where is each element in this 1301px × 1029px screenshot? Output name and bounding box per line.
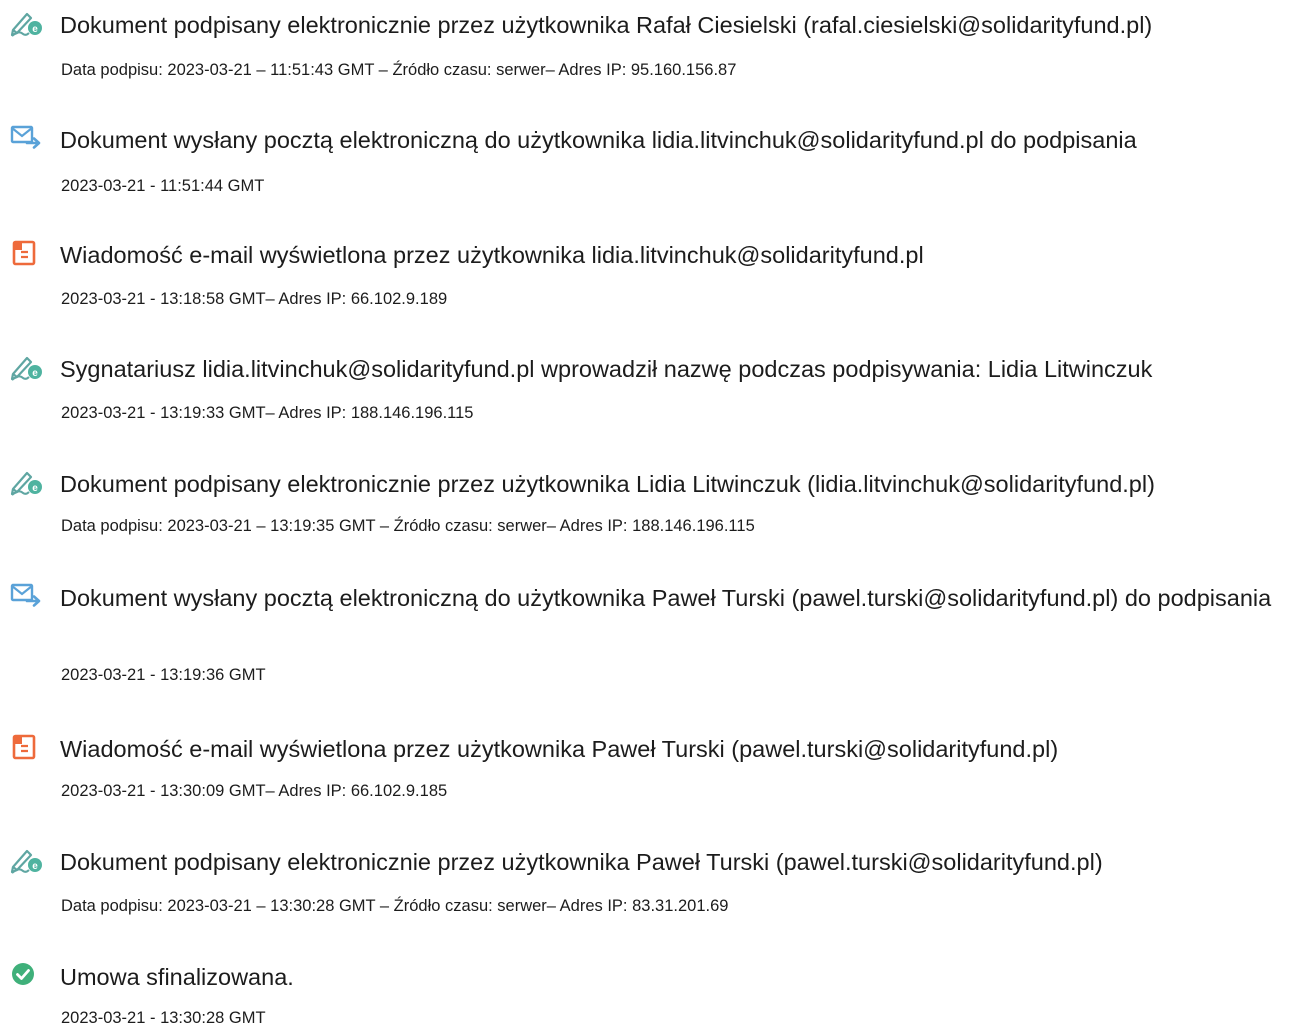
event-title: Dokument podpisany elektronicznie przez użytkownika Paweł Turski (pawel.turski@solidarityfund.pl) — [60, 849, 1103, 875]
checkmark-circle-icon — [10, 960, 44, 990]
event-title: Sygnatariusz lidia.litvinchuk@solidarityfund.pl wprowadził nazwę podczas podpisywania: Lidia Litwinczuk — [60, 356, 1153, 382]
event-detail: Data podpisu: 2023-03-21 – 13:30:28 GMT – Źródło czasu: serwer– Adres IP: 83.31.201.69 — [61, 897, 729, 915]
event-title: Dokument podpisany elektronicznie przez użytkownika Lidia Litwinczuk (lidia.litvinchuk@solidarityfund.pl) — [60, 471, 1155, 497]
event-detail: 2023-03-21 - 13:30:09 GMT– Adres IP: 66.102.9.185 — [61, 782, 448, 800]
event-detail: 2023-03-21 - 11:51:44 GMT — [61, 177, 265, 195]
event-title: Wiadomość e-mail wyświetlona przez użytkownika Paweł Turski (pawel.turski@solidarityfund.pl) — [60, 736, 1059, 762]
document-viewed-icon — [10, 238, 44, 268]
event-detail: Data podpisu: 2023-03-21 – 11:51:43 GMT – Źródło czasu: serwer– Adres IP: 95.160.156.87 — [61, 61, 737, 79]
event-title: Dokument wysłany pocztą elektroniczną do użytkownika lidia.litvinchuk@solidarityfund.pl do podpisania — [60, 127, 1137, 153]
email-sent-icon — [10, 581, 44, 611]
event-title: Dokument podpisany elektronicznie przez użytkownika Rafał Ciesielski (rafal.ciesielski@solidarityfund.pl) — [60, 12, 1153, 38]
event-detail: Data podpisu: 2023-03-21 – 13:19:35 GMT – Źródło czasu: serwer– Adres IP: 188.146.196.115 — [61, 517, 755, 535]
event-detail: 2023-03-21 - 13:18:58 GMT– Adres IP: 66.102.9.189 — [61, 290, 448, 308]
sign-pen-icon — [10, 352, 44, 382]
event-detail: 2023-03-21 - 13:19:33 GMT– Adres IP: 188.146.196.115 — [61, 404, 474, 422]
email-sent-icon — [10, 123, 44, 153]
document-viewed-icon — [10, 732, 44, 762]
sign-pen-icon — [10, 467, 44, 497]
event-title: Dokument wysłany pocztą elektroniczną do użytkownika Paweł Turski (pawel.turski@solidarityfund.pl) do podpisania — [60, 585, 1272, 611]
event-title: Wiadomość e-mail wyświetlona przez użytkownika lidia.litvinchuk@solidarityfund.pl — [60, 242, 924, 268]
event-detail: 2023-03-21 - 13:19:36 GMT — [61, 666, 266, 684]
event-detail: 2023-03-21 - 13:30:28 GMT — [61, 1009, 266, 1027]
sign-pen-icon — [10, 845, 44, 875]
event-title: Umowa sfinalizowana. — [60, 964, 294, 990]
sign-pen-icon — [10, 8, 44, 38]
